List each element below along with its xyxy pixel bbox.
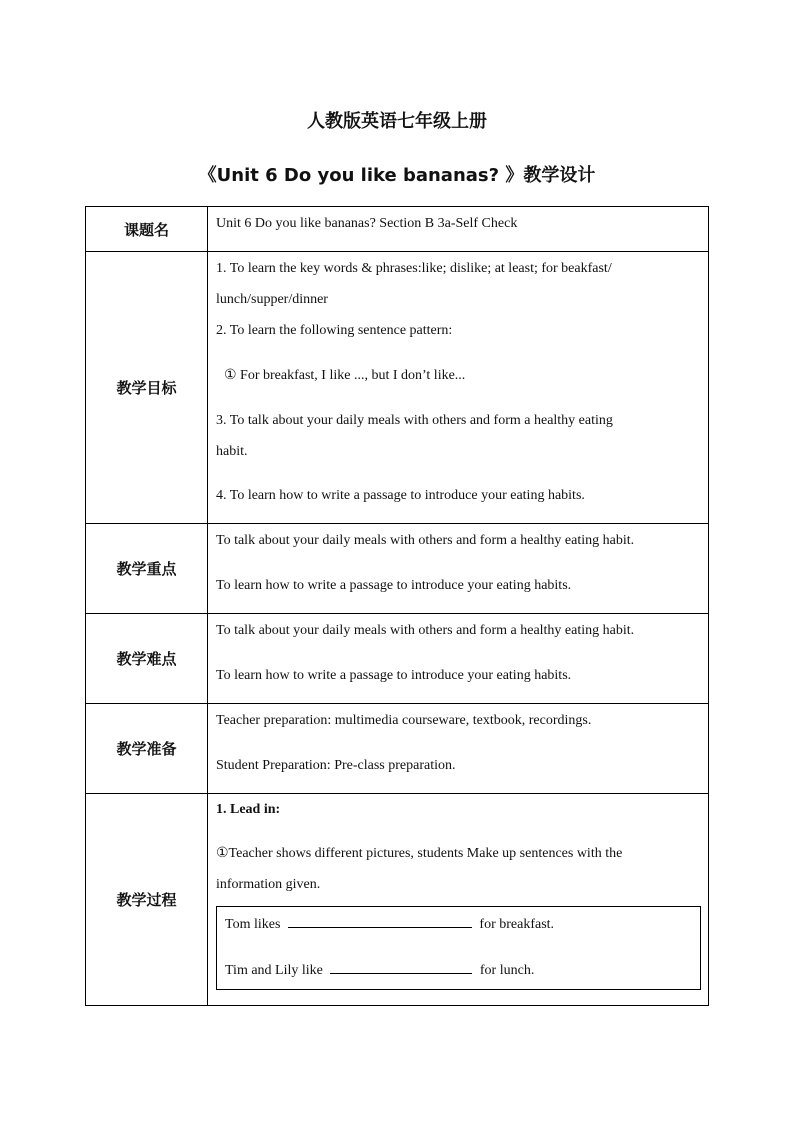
exercise-1-blank[interactable] xyxy=(288,913,472,928)
preparation-teacher: Teacher preparation: multimedia courseware, textbook, recordings. xyxy=(216,713,592,728)
goal-line-7: 4. To learn how to write a passage to introduce your eating habits. xyxy=(216,488,585,503)
content-key-points xyxy=(208,524,709,614)
difficulty-1: To talk about your daily meals with others and form a healthy eating habit. xyxy=(216,623,635,638)
process-line-2: information given. xyxy=(216,877,321,892)
content-difficulties xyxy=(208,614,709,704)
label-preparation: 教学准备 xyxy=(86,704,208,794)
goal-line-5: 3. To talk about your daily meals with others and form a healthy eating xyxy=(216,413,613,428)
exercise-2-blank[interactable] xyxy=(330,959,472,974)
row-preparation xyxy=(86,704,709,794)
row-topic xyxy=(86,207,709,252)
content-process xyxy=(208,794,709,1006)
exercise-2-end: for lunch. xyxy=(479,963,535,978)
row-process xyxy=(86,794,709,1006)
goal-line-1: 1. To learn the key words & phrases:like; dislike; at least; for beakfast/ xyxy=(216,261,612,276)
difficulty-2: To learn how to write a passage to introduce your eating habits. xyxy=(216,668,572,683)
label-topic: 课题名 xyxy=(86,207,208,252)
label-difficulties: 教学难点 xyxy=(86,614,208,704)
key-point-2: To learn how to write a passage to introduce your eating habits. xyxy=(216,578,572,593)
document-subtitle: 《Unit 6 Do you like bananas? 》教学设计 xyxy=(198,165,596,186)
exercise-1-end: for breakfast. xyxy=(479,917,555,932)
row-goals xyxy=(86,252,709,524)
goal-line-3: 2. To learn the following sentence pattern: xyxy=(216,323,453,338)
exercise-1 xyxy=(225,913,692,935)
content-topic xyxy=(208,207,709,252)
goal-line-4: ① For breakfast, I like ..., but I don’t like... xyxy=(224,368,466,383)
label-key-points: 教学重点 xyxy=(86,524,208,614)
exercise-2 xyxy=(225,959,692,981)
exercise-2-start: Tim and Lily like xyxy=(225,963,323,978)
exercise-box xyxy=(216,906,701,990)
goal-line-2: lunch/supper/dinner xyxy=(216,292,328,307)
key-point-1: To talk about your daily meals with others and form a healthy eating habit. xyxy=(216,533,635,548)
process-line-1: ①Teacher shows different pictures, students Make up sentences with the xyxy=(216,846,623,861)
lesson-plan-table xyxy=(85,206,709,1006)
row-key-points xyxy=(86,524,709,614)
process-heading: 1. Lead in: xyxy=(216,802,281,817)
exercise-1-start: Tom likes xyxy=(225,917,281,932)
document-title: 人教版英语七年级上册 xyxy=(307,111,487,132)
content-goals xyxy=(208,252,709,524)
row-difficulties xyxy=(86,614,709,704)
preparation-student: Student Preparation: Pre-class preparation. xyxy=(216,758,456,773)
label-goals: 教学目标 xyxy=(86,252,208,524)
label-process: 教学过程 xyxy=(86,794,208,1006)
content-preparation xyxy=(208,704,709,794)
topic-text: Unit 6 Do you like bananas? Section B 3a-Self Check xyxy=(216,216,518,231)
goal-line-6: habit. xyxy=(216,444,248,459)
